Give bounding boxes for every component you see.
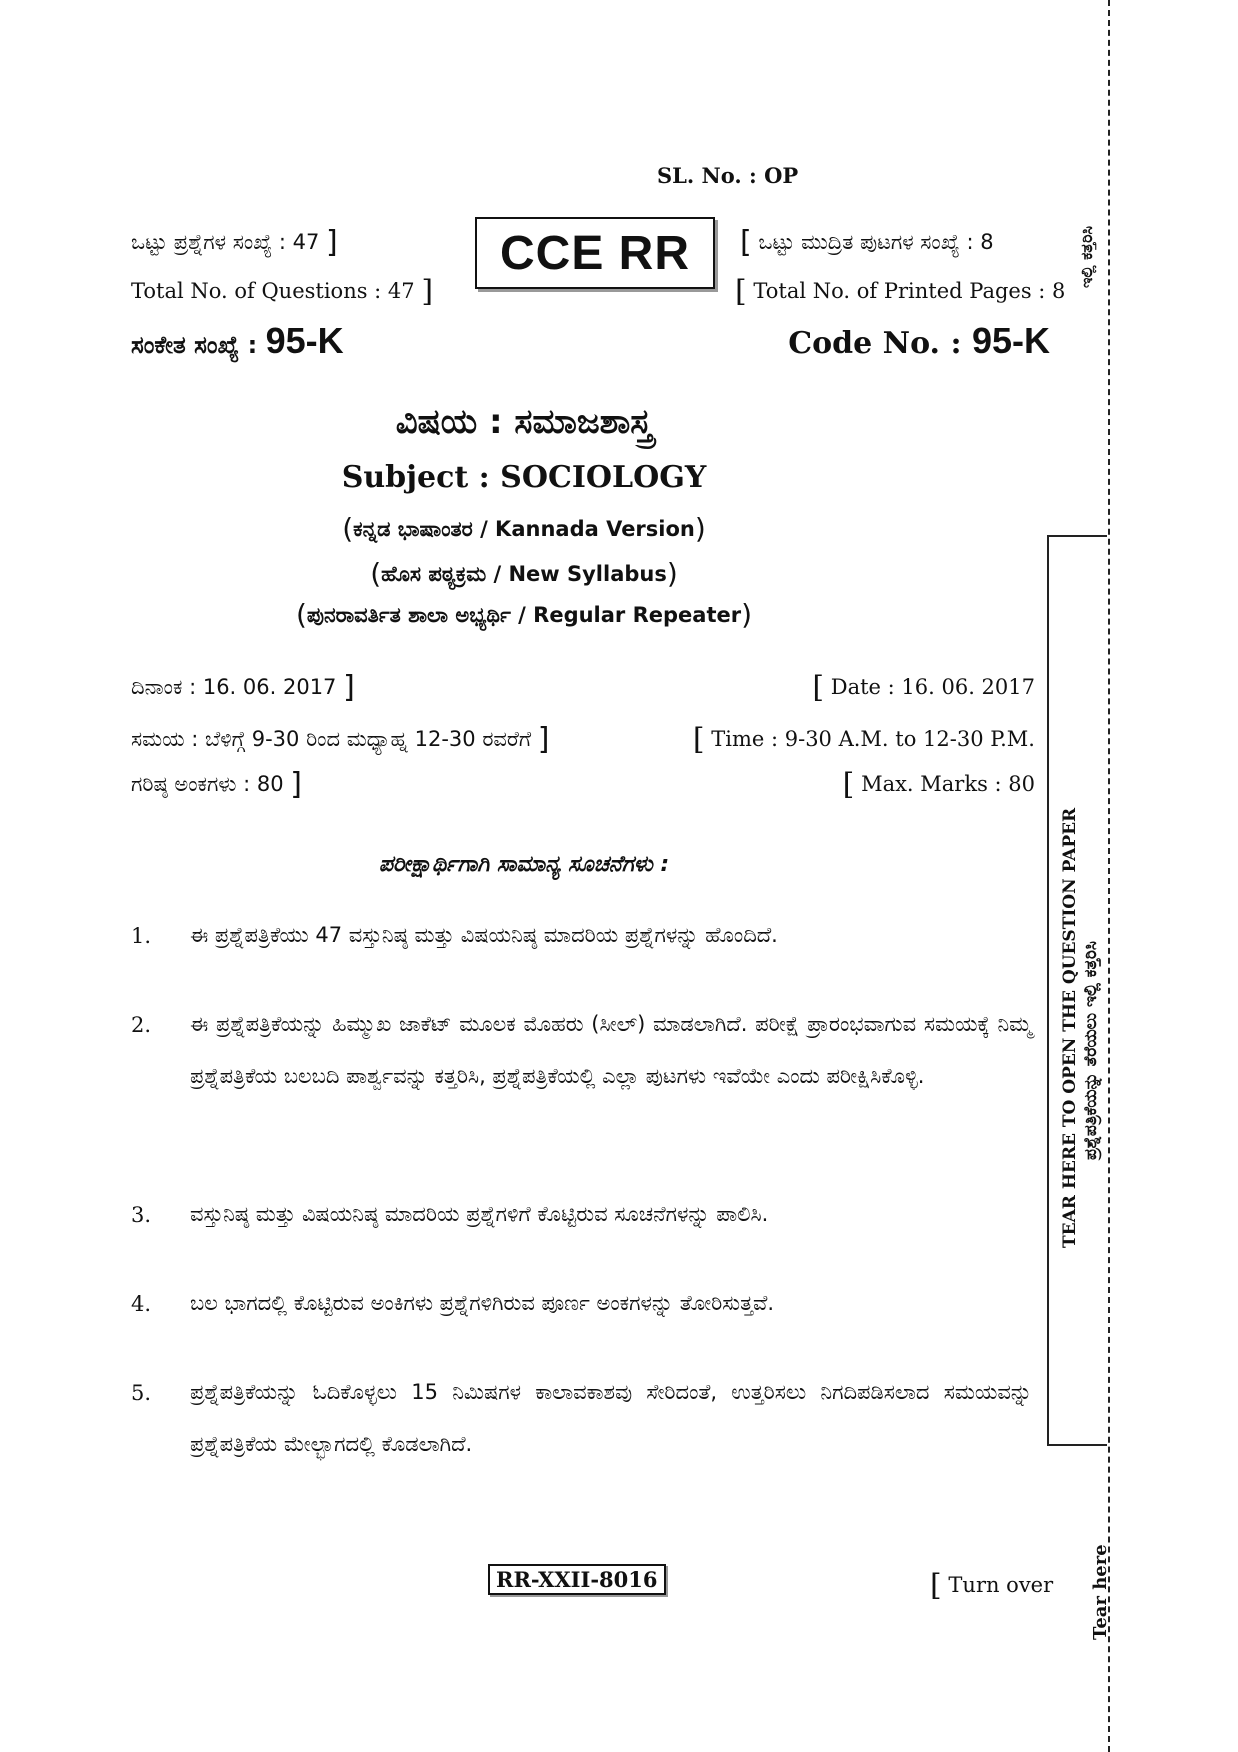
turn-over: [ Turn over bbox=[930, 1568, 1054, 1603]
tear-here-label: Tear here bbox=[1090, 1544, 1111, 1640]
instruction-text: ವಸ್ತುನಿಷ್ಠ ಮತ್ತು ವಿಷಯನಿಷ್ಠ ಮಾದರಿಯ ಪ್ರಶ್ನೆಗಳಿಗೆ ಕೊಟ್ಟಿರುವ ಸೂಚನೆಗಳನ್ನು ಪಾಲಿಸಿ. bbox=[190, 1202, 769, 1226]
instruction-text: ಈ ಪ್ರಶ್ನೆಪತ್ರಿಕೆಯನ್ನು ಹಿಮ್ಮುಖ ಜಾಕೆಟ್ ಮೂಲಕ ಮೊಹರು (ಸೀಲ್) ಮಾಡಲಾಗಿದೆ. ಪರೀಕ್ಷೆ ಪ್ರಾರಂಭವಾಗುವ ಸಮಯಕ್ಕೆ ನಿಮ್ಮ ಪ್ರಶ್ನೆಪತ್ರಿಕೆಯ ಬಲಬದಿ ಪಾರ್ಶ್ವವನ್ನು ಕತ್ತರಿಸಿ, ಪ್ರಶ್ನೆಪತ್ರಿಕೆಯಲ್ಲಿ ಎಲ್ಲಾ ಪುಟಗಳು ಇವೆಯೇ ಎಂದು ಪರೀಕ್ಷಿಸಿಕೊಳ್ಳಿ. bbox=[190, 1012, 1032, 1088]
instructions-heading: ಪರೀಕ್ಷಾರ್ಥಿಗಾಗಿ ಸಾಮಾನ್ಯ ಸೂಚನೆಗಳು : bbox=[378, 852, 670, 877]
cut-here-kannada: ಇಲ್ಲಿ ಕತ್ತರಿಸಿ bbox=[1077, 225, 1096, 288]
version-line: (ಕನ್ನಡ ಭಾಷಾಂತರ / Kannada Version) bbox=[342, 512, 706, 545]
instruction-text: ಪ್ರಶ್ನೆಪತ್ರಿಕೆಯನ್ನು ಓದಿಕೊಳ್ಳಲು 15 ನಿಮಿಷಗಳ ಕಾಲಾವಕಾಶವು ಸೇರಿದಂತೆ, ಉತ್ತರಿಸಲು ನಿಗದಿಪಡಿಸಲಾದ ಸಮಯವನ್ನು ಪ್ರಶ್ನೆಪತ್ರಿಕೆಯ ಮೇಲ್ಭಾಗದಲ್ಲಿ ಕೊಡಲಾಗಿದೆ. bbox=[190, 1380, 1032, 1456]
time-english: [ Time : 9-30 A.M. to 12-30 P.M. bbox=[692, 722, 1035, 757]
max-marks-english: [ Max. Marks : 80 bbox=[842, 767, 1035, 802]
paper-code-box: RR-XXII-8016 bbox=[488, 1564, 666, 1595]
date-kannada: ದಿನಾಂಕ : 16. 06. 2017 ] bbox=[131, 670, 355, 705]
code-number-english: Code No. : 95-K bbox=[788, 320, 1050, 361]
subject-english: Subject : SOCIOLOGY bbox=[341, 460, 707, 495]
time-kannada: ಸಮಯ : ಬೆಳಿಗ್ಗೆ 9-30 ರಿಂದ ಮಧ್ಯಾಹ್ನ 12-30 ರವರೆಗೆ ] bbox=[131, 722, 550, 757]
total-questions-kannada: ಒಟ್ಟು ಪ್ರಶ್ನೆಗಳ ಸಂಖ್ಯೆ : 47 ] bbox=[131, 225, 338, 260]
date-english: [ Date : 16. 06. 2017 bbox=[812, 670, 1035, 705]
tear-instruction-kannada: ಪ್ರಶ್ನೆಪತ್ರಿಕೆಯನ್ನು ತೆರೆಯಲು ಇಲ್ಲಿ ಕತ್ತರಿಸಿ bbox=[1081, 941, 1101, 1160]
instruction-number: 5. bbox=[131, 1381, 152, 1405]
instruction-text: ಬಲ ಭಾಗದಲ್ಲಿ ಕೊಟ್ಟಿರುವ ಅಂಕಿಗಳು ಪ್ರಶ್ನೆಗಳಿಗಿರುವ ಪೂರ್ಣ ಅಂಕಗಳನ್ನು ತೋರಿಸುತ್ತವೆ. bbox=[190, 1291, 775, 1315]
subject-kannada: ವಿಷಯ : ಸಮಾಜಶಾಸ್ತ್ರ bbox=[395, 402, 653, 442]
exam-type-box: CCE RR bbox=[475, 217, 715, 289]
code-value: 95-K bbox=[971, 320, 1050, 361]
total-questions-english: Total No. of Questions : 47 ] bbox=[131, 274, 434, 309]
total-pages-english: [ Total No. of Printed Pages : 8 bbox=[735, 274, 1066, 309]
code-value: 95-K bbox=[265, 320, 344, 361]
instruction-number: 2. bbox=[131, 1013, 152, 1037]
instruction-text: ಈ ಪ್ರಶ್ನೆಪತ್ರಿಕೆಯು 47 ವಸ್ತುನಿಷ್ಠ ಮತ್ತು ವಿಷಯನಿಷ್ಠ ಮಾದರಿಯ ಪ್ರಶ್ನೆಗಳನ್ನು ಹೊಂದಿದೆ. bbox=[190, 923, 778, 947]
instruction-number: 4. bbox=[131, 1292, 152, 1316]
max-marks-kannada: ಗರಿಷ್ಠ ಅಂಕಗಳು : 80 ] bbox=[131, 767, 302, 802]
candidate-line: (ಪುನರಾವರ್ತಿತ ಶಾಲಾ ಅಭ್ಯರ್ಥಿ / Regular Repeater) bbox=[295, 598, 753, 631]
code-number-kannada: ಸಂಕೇತ ಸಂಖ್ಯೆ : 95-K bbox=[131, 320, 344, 361]
sl-number: SL. No. : OP bbox=[657, 163, 799, 188]
instruction-number: 1. bbox=[131, 924, 152, 948]
instruction-number: 3. bbox=[131, 1203, 152, 1227]
tear-instruction-english: TEAR HERE TO OPEN THE QUESTION PAPER bbox=[1060, 807, 1080, 1248]
total-pages-kannada: [ ಒಟ್ಟು ಮುದ್ರಿತ ಪುಟಗಳ ಸಂಖ್ಯೆ : 8 bbox=[740, 225, 994, 260]
tear-line[interactable] bbox=[1108, 0, 1110, 1752]
syllabus-line: (ಹೊಸ ಪಠ್ಯಕ್ರಮ / New Syllabus) bbox=[370, 557, 678, 590]
